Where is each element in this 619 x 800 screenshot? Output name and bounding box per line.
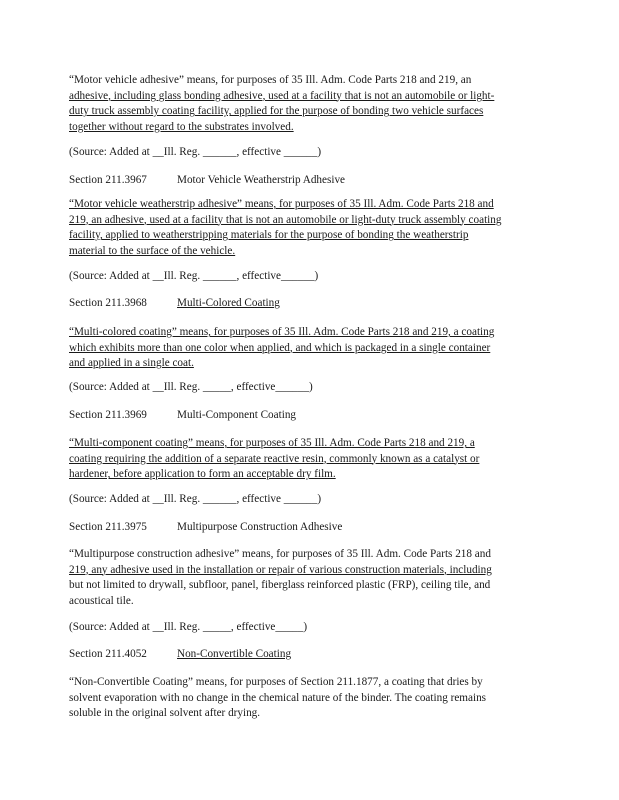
section-heading: [69, 173, 531, 189]
paragraph-line: solvent evaporation with no change in the chemical nature of the binder. The coating remains: [69, 691, 487, 704]
paragraph-line: 219, an adhesive, used at a facility that is not an automobile or light-duty truck assembly coating: [69, 213, 502, 226]
section-title: Multi-Component Coating: [177, 409, 297, 421]
section-number: Section 211.3975: [69, 521, 147, 533]
paragraph-line: facility, applied to weatherstripping materials for the purpose of bonding the weatherstrip: [69, 229, 469, 242]
section-heading: [69, 408, 531, 424]
section-number: Section 211.4052: [69, 648, 147, 660]
paragraph-line: “Motor vehicle weatherstrip adhesive” means, for purposes of 35 Ill. Adm. Code Parts 218 and: [69, 198, 494, 210]
paragraph-line: adhesive, including glass bonding adhesive, used at a facility that is not an automobile or light-: [69, 89, 495, 102]
paragraph-line: material to the surface of the vehicle.: [69, 244, 236, 257]
paragraph-non-convertible-coating: [69, 675, 531, 722]
section-title: Non-Convertible Coating: [177, 648, 292, 660]
source-note: (Source: Added at __Ill. Reg. ______, effective______): [69, 270, 319, 282]
paragraph-line: duty truck assembly coating facility, applied for the purpose of bonding two vehicle surfaces: [69, 105, 484, 118]
paragraph-line: soluble in the original solvent after drying.: [69, 707, 261, 720]
section-title: Motor Vehicle Weatherstrip Adhesive: [177, 174, 346, 186]
paragraph-line: “Multipurpose construction adhesive” means, for purposes of 35 Ill. Adm. Code Parts 218 and: [69, 548, 491, 560]
section-heading: [69, 296, 531, 312]
section-heading: [69, 647, 531, 663]
paragraph-line: “Multi-colored coating” means, for purposes of 35 Ill. Adm. Code Parts 218 and 219, a coating: [69, 326, 495, 338]
paragraph-multi-colored-coating: [69, 325, 531, 372]
section-title: Multi-Colored Coating: [177, 297, 280, 309]
paragraph-line: which exhibits more than one color when applied, and which is packaged in a single container: [69, 341, 491, 354]
paragraph-line: 219, any adhesive used in the installation or repair of various construction materials, including: [69, 563, 492, 576]
paragraph-line: hardener, before application to form an acceptable dry film.: [69, 468, 336, 481]
source-note: (Source: Added at __Ill. Reg. ______, effective ______): [69, 493, 322, 505]
source-note: (Source: Added at __Ill. Reg. _____, effective_____): [69, 621, 308, 633]
paragraph-line: “Non-Convertible Coating” means, for purposes of Section 211.1877, a coating that dries by: [69, 676, 483, 688]
paragraph-line: acoustical tile.: [69, 594, 134, 607]
section-number: Section 211.3968: [69, 297, 147, 309]
paragraph-line: and applied in a single coat.: [69, 357, 194, 370]
paragraph-line: coating requiring the addition of a separate reactive resin, commonly known as a catalyst or: [69, 452, 480, 465]
section-number: Section 211.3967: [69, 174, 147, 186]
source-note: (Source: Added at __Ill. Reg. ______, effective ______): [69, 146, 322, 158]
paragraph-multi-component-coating: [69, 436, 531, 483]
paragraph-weatherstrip-adhesive: [69, 197, 531, 259]
paragraph-motor-vehicle-adhesive: [69, 73, 531, 135]
section-title: Multipurpose Construction Adhesive: [177, 521, 343, 533]
paragraph-line: “Multi-component coating” means, for purposes of 35 Ill. Adm. Code Parts 218 and 219, a: [69, 437, 475, 449]
paragraph-line: “Motor vehicle adhesive” means, for purposes of 35 Ill. Adm. Code Parts 218 and 219, an: [69, 74, 472, 86]
source-note: (Source: Added at __Ill. Reg. _____, effective______): [69, 381, 313, 393]
paragraph-multipurpose-construction-adhesive: [69, 547, 531, 609]
section-number: Section 211.3969: [69, 409, 147, 421]
section-heading: [69, 520, 531, 536]
paragraph-line: together without regard to the substrates involved.: [69, 120, 294, 133]
paragraph-line: but not limited to drywall, subfloor, panel, fiberglass reinforced plastic (FRP), ceiling tile, and: [69, 579, 491, 592]
